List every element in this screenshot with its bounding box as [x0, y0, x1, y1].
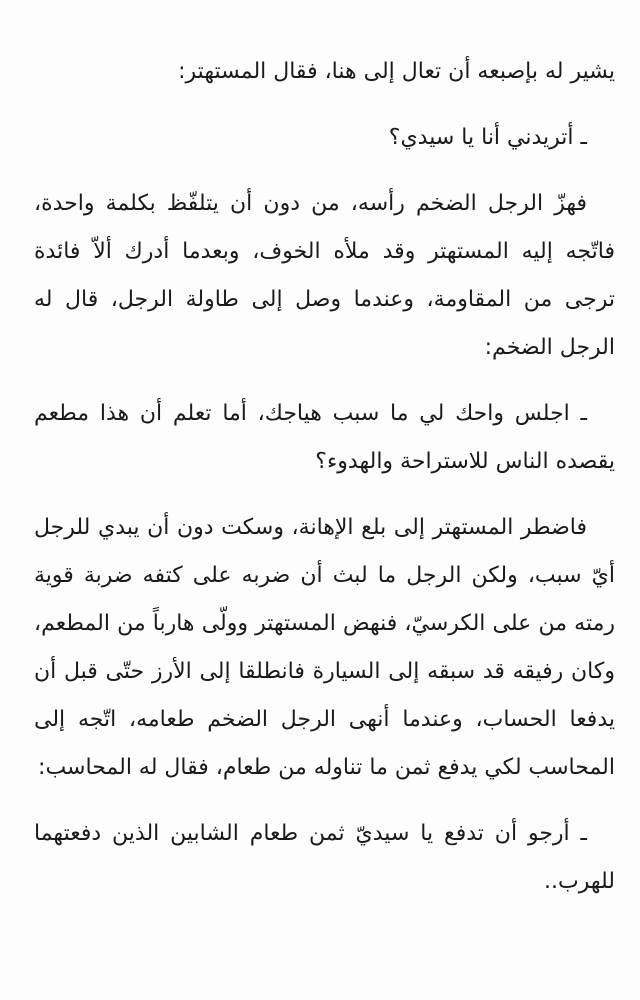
paragraph-4: ـ اجلس واحك لي ما سبب هياجك، أما تعلم أن هذا مطعم يقصده الناس للاستراحة والهدوء؟	[34, 401, 615, 474]
paragraph-6: ـ أرجو أن تدفع يا سيديّ ثمن طعام الشابين الذين دفعتهما للهرب..	[34, 821, 615, 894]
page-text	[34, 48, 615, 906]
paragraph-5: فاضطر المستهتر إلى بلع الإهانة، وسكت دون أن يبدي للرجل أيّ سبب، ولكن الرجل ما لبث أن ضربه على كتفه ضربة قوية رمته من على الكرسيّ، فنهض المستهتر وولّى هارباً من المطعم، وكان رفيقه قد سبقه إلى السيارة فانطلقا إلى الأرز حتّى قبل أن يدفعا الحساب، وعندما أنهى الرجل الضخم طعامه، اتّجه إلى المحاسب لكي يدفع ثمن ما تناوله من طعام، فقال له المحاسب:	[34, 515, 615, 780]
paragraph-3: فهزّ الرجل الضخم رأسه، من دون أن يتلفّظ بكلمة واحدة، فاتّجه إليه المستهتر وقد ملأه الخوف، وبعدما أدرك ألاّ فائدة ترجى من المقاومة، وعندما وصل إلى طاولة الرجل، قال له الرجل الضخم:	[34, 191, 615, 360]
paragraph-2: ـ أتريدني أنا يا سيدي؟	[388, 125, 587, 150]
paragraph-1: يشير له بإصبعه أن تعال إلى هنا، فقال المستهتر:	[178, 59, 615, 84]
